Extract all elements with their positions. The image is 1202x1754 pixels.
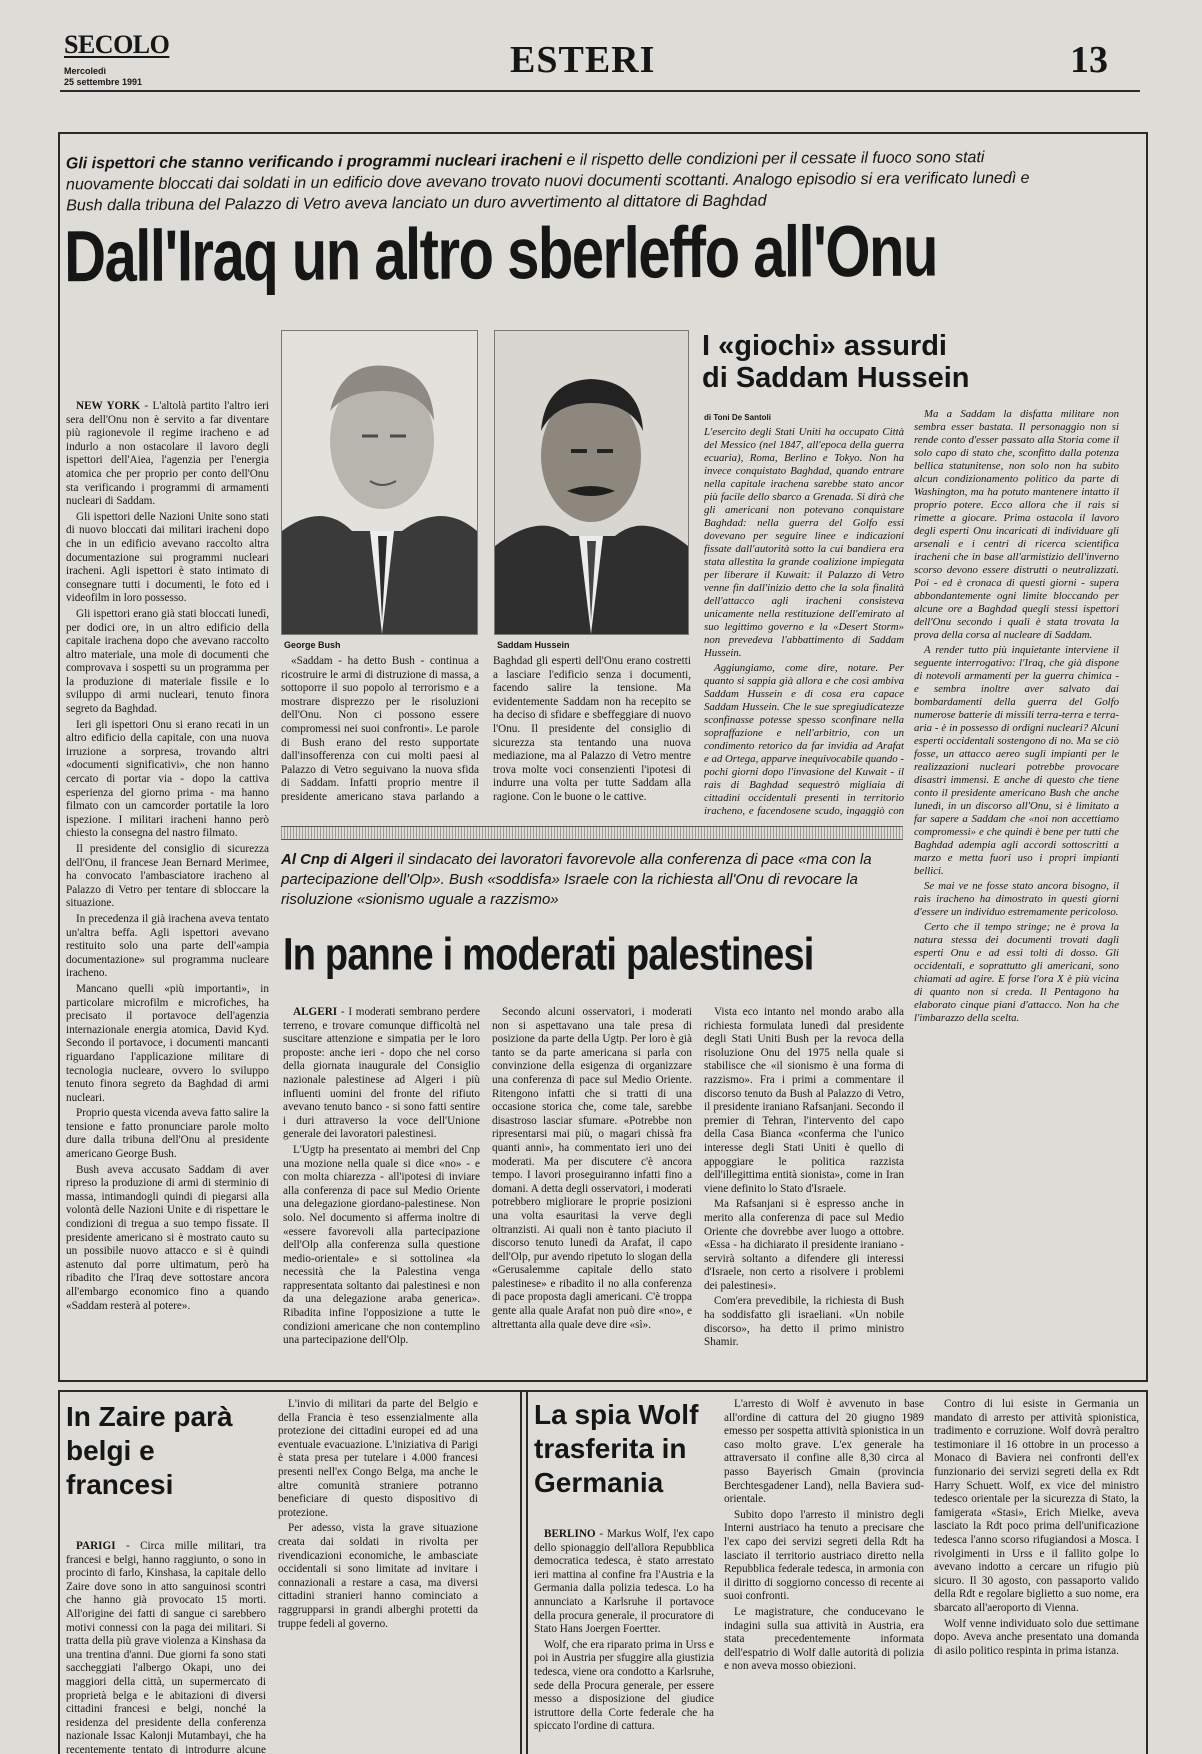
main-paragraph: Bush aveva accusato Saddam di aver ripreso la produzione di armi di sterminio di massa, intimandogli quindi di piegarsi alla volontà delle Nazioni Unite e di rispettare le condizioni di tregua a suo tempo fissate. Il presidente americano si è mostrato cauto su un possibile nuovo attacco e si è quindi astenuto dal porre ultimatum, però ha ribadito che l'Iraq deve sottostare ancora all'embargo economico fino a quando «Saddam resterà al potere».	[66, 1163, 269, 1312]
wolf-paragraph: Le magistrature, che conducevano le indagini sulla sua attività in Austria, era stata precedentemente informata dell'espatrio di Wolf dalle autorità di polizia e non aveva mosso obiezioni.	[724, 1605, 924, 1673]
main-paragraph: Mancano quelli «più importanti», in particolare microfilm e microfiches, ha precisato il portavoce dell'agenzia internazionale energia atomica, David Kyd. Secondo il portavoce, i documenti mancanti riguardano l'applicazione militare di tecnologia nucleare, ovvero lo sviluppo tenuto finora segreto da Baghdad di armi nucleari.	[66, 982, 269, 1104]
palestinians-kicker-text: il sindacato dei lavoratori favorevole alla conferenza di pace «ma con la partecipazione dell'Olp». Bush «soddisfa» Israele con la richiesta all'Onu di revocare la risoluzione «sionismo uguale a razzismo»	[281, 851, 872, 908]
main-paragraph: «Saddam - ha detto Bush - continua a ricostruire le armi di distruzione di massa, a sottoporre il suo popolo al terrorismo e a mostrare disprezzo per le risoluzioni dell'Onu. Non ci possono essere compromessi nei suoi confronti». Le parole di Bush erano del resto supportate dall'insofferenza con cui molti paesi al Palazzo di Vetro seguivano la nuova sfida di Saddam. Infatti proprio mentre il presidente americano stava parlando a Baghdad gli esperti dell'Onu erano costretti a lasciare l'edificio senza i documenti, facendo salire la tensione. Ma evidentemente Saddam non ha recepito se ha deciso di sfidare e sbeffeggiare di nuovo l'Onu. Il presidente del consiglio di sicurezza sta tentando una nuova mediazione, ma al Palazzo di Vetro mentre trova molte voci consenzienti l'ipotesi di indurre una volta per tutte Saddam alla ragione. Con le buone o le cattive.	[281, 655, 691, 803]
masthead-paper-name: SECOLO	[64, 30, 170, 59]
main-paragraph: Gli ispettori delle Nazioni Unite sono stati di nuovo bloccati dai militari iracheni dopo che in un edificio avevano raccolto altra documentazione sui programmi nucleari iracheni. Agli ispettori è stato intimato di consegnare tutti i documenti, le foto ed i videofilm in loro possesso.	[66, 510, 269, 605]
zaire-dateline: PARIGI	[76, 1540, 116, 1552]
wolf-headline: La spia Wolf trasferita in Germania	[534, 1399, 699, 1498]
main-dateline: NEW YORK	[76, 400, 141, 412]
photo-george-bush	[281, 330, 478, 635]
zaire-headline: In Zaire parà belgi e francesi	[66, 1401, 233, 1500]
photo-saddam-hussein	[494, 330, 689, 635]
zaire-paragraph: Per adesso, vista la grave situazione creata dai soldati in rivolta per rivendicazioni economiche, le ambasciate occidentali si sono limitate ad invitare i connazionali a restare a casa, ma diversi cittadini stranieri hanno cominciato a raggrupparsi in grandi alberghi protetti da truppe fedeli al governo.	[278, 1522, 478, 1630]
main-story-col-2	[281, 655, 691, 817]
palestinians-paragraph: ALGERI - I moderati sembrano perdere terreno, e trovare comunque difficoltà nel suscitare attenzione e simpatia per le loro proposte: anche ieri - dopo che nel corso della giornata inaugurale del Consiglio nazionale palestinese ad Algeri i più influenti uomini del fronte del rifiuto avevano tenuto banco - si sono fatti sentire i duri attraverso la voce dell'Unione generale dei lavoratori palestinesi.	[283, 1006, 480, 1141]
palestinians-paragraph: L'Ugtp ha presentato ai membri del Cnp una mozione nella quale si dice «no» - e con molta chiarezza - all'ipotesi di inviare alla conferenza di pace sul Medio Oriente una delegazione giordano-palestinese. Non solo. Nel documento si afferma inoltre di «essere favorevoli alla partecipazione dell'Olp alla conferenza sulla questione medio-orientale» e si sottolinea «la necessità che la Palestina venga rappresentata soltanto dai palestinesi e non da una delegazione araba generica». Ribadita infine l'opposizione a tutte le condizioni americane che non contemplino una partecipazione dell'Olp.	[283, 1143, 480, 1347]
palestinians-headline: In panne i moderati palestinesi	[283, 930, 814, 981]
main-paragraph: Proprio questa vicenda aveva fatto salire la tensione e fatto pronunciare parole molto dure dalla tribuna dell'Onu al presidente americano George Bush.	[66, 1107, 269, 1161]
wolf-paragraph: Contro di lui esiste in Germania un mandato di arresto per attività spionistica, tradimento e corruzione. Wolf dovrà peraltro testimoniare il 16 ottobre in un processo a Monaco di Baviera nei confronti dell'ex funzionario dei servizi segreti della ex Rdt Harry Schuett. Wolf, ex vice del ministro tedesco orientale per la sicurezza di Stato, la famigerata «Stasi», Erich Mielke, aveva lasciato la Rdt poco prima dell'unificazione tedesca l'anno scorso rifugiandosi a Mosca. I rivolgimenti in Urss e il fallito golpe lo avevano indotto a cercare un rifugio più sicuro. Il 30 agosto, con passaporto valido della Rdt e regolare biglietto a suo nome, era sbarcato all'aeroporto di Vienna.	[934, 1398, 1139, 1614]
commentary-headline-line-2: di Saddam Hussein	[702, 362, 970, 394]
commentary-headline	[702, 330, 1012, 394]
commentary-paragraph: A render tutto più inquietante interviene il seguente interrogativo: l'Iraq, che già dispone di notevoli armamenti per la guerra chimica - e sembra inoltre aver salvato dai bombardamenti della guerra del Golfo numerose batterie di missili terra-terra e terra-aria - è in possesso di ordigni nucleari? Alcuni esperti occidentali sostengono di no. Ma se ciò fosse, un attacco aereo sugli impianti per le realizzazioni nucleari potrebbe provocare disastri immensi. E anche di questo che tiene conto il presidente americano Bush che anche lunedì, in un discorso all'Onu, si è limitato a far sapere a Saddam che «noi non accettiamo compromessi» e che quindi è bene per tutti che Baghdad adempia agli accordi sottoscritti a marzo e metta fuori uso i propri impianti bellici.	[914, 644, 1119, 877]
main-paragraph: In precedenza il già irachena aveva tentato un'altra beffa. Agli ispettori avevano restituito solo una parte dell'«ampia documentazione» sul programma nucleare iracheno.	[66, 912, 269, 980]
section-separator-band	[281, 826, 903, 840]
commentary-paragraph: L'esercito degli Stati Uniti ha occupato Città del Messico (nel 1847, all'epoca della guerra ecuaria), Roma, Berlino e Tokyo. Non ha invece conquistato Baghdad, quando entrare nella capitale irachena sarebbe stato ancor più facile dello sbarco a Grenada. Si dirà che gli americani non potevano conquistare Baghdad: nella guerra del Golfo essi dovevano per seguire linee e indicazioni fissate dall'autorità sotto la cui bandiera era stata allestita la grande coalizione impiegata per liberare il Kuwait: il Palazzo di Vetro venne fin dall'inizio detto che la sola finalità dell'attacco agli iracheni consisteva unicamente nella restituzione dell'emirato al suo legittimo governo e la «Desert Storm» non prevedeva l'abbattimento di Saddam Hussein.	[704, 426, 904, 659]
main-paragraph: NEW YORK - L'altolà partito l'altro ieri sera dell'Onu non è servito a far diventare più ragionevole il regime iracheno e ad indurlo a non ostacolare il lavoro degli ispettori dell'Aiea, l'agenzia per l'energia atomica che per proprio per conto dell'Onu sta verificando i programmi di armamenti nucleari di Saddam.	[66, 400, 269, 508]
palestinians-paragraph: Secondo alcuni osservatori, i moderati non si aspettavano una tale presa di posizione da parte della Ugtp. Per loro è già tanto se da parte americana si parla con convinzione della esigenza di organizzare una conferenza di pace sul Medio Oriente. Ritengono infatti che si tratti di una occasione storica che, come tale, sarebbe disastroso lasciar sfumare. «Potrebbe non ripresentarsi mai più, o magari chissà fra quanti anni», ha commentato ieri uno dei moderati. Ma per discutere c'è ancora tempo. I lavori proseguiranno infatti fino a domani. A detta degli osservatori, i moderati potrebbero migliorare le proprie posizioni una volta esauritasi la verve degli oltranzisti. Ai quali non è tanto piaciuto il discorso tenuto lunedì da Arafat, il capo dell'Olp, pur avendo ripetuto lo slogan della «Gerusalemme capitale dello stato palestinese» e ribadito il no alla conferenza di pace proposta dagli americani. C'è troppa gente alla quale Arafat non può dire «no», e altrettanta alla quale deve dire «sì».	[492, 1006, 692, 1331]
masthead-day: Mercoledì	[64, 66, 107, 76]
main-kicker	[66, 147, 1066, 217]
wolf-paragraph: L'arresto di Wolf è avvenuto in base all'ordine di cattura del 20 giugno 1989 emesso per sospetta attività spionistica in un caso molto grave. L'ex generale ha attraversato il confine alle 8,30 circa al passo Bayerisch Gmain (provincia Berchtesgadener Land), nella Baviera sud-orientale.	[724, 1398, 924, 1506]
main-story-col-1	[66, 400, 269, 1375]
palestinians-kicker	[281, 850, 901, 910]
palestinians-dateline: ALGERI	[293, 1006, 338, 1018]
commentary-paragraph: Aggiungiamo, come dire, notare. Per quanto si sappia già allora e che così ambiva Saddam Hussein e di cosa era capace Saddam Hussein. Che le sue spregiudicatezze sconfinasse potesse spesso sconfinare nella sopraffazione e nell'arbitrio, con un condimento retorico da far invidia ad Arafat e ad Ortega, apparve inequivocabile quando - pochi giorni dopo l'invasione del Kuwait - il raìs di Baghdad sequestrò migliaia di cittadini occidentali presenti in territorio iracheno, e facendosene scudo, ingaggiò con	[704, 662, 904, 816]
commentary-byline: di Toni De Santoli	[704, 413, 771, 422]
palestinians-paragraph: Com'era prevedibile, la richiesta di Bush ha soddisfatto gli israeliani. «Un nobile discorso», ha detto il primo ministro Shamir.	[704, 1295, 904, 1349]
wolf-col-1	[534, 1528, 714, 1754]
main-kicker-text: e il rispetto delle condizioni per il cessate il fuoco sono stati nuovamente bloccati dai soldati in un edificio dove avevano trovato nuovi documenti scottanti. Analogo episodio si era verificato lunedì e Bush dalla tribuna del Palazzo di Vetro aveva lanciato un duro avvertimento al dittatore di Baghdad	[65, 149, 1030, 215]
palestinians-col-3	[704, 1006, 904, 1376]
main-paragraph: Il presidente del consiglio di sicurezza dell'Onu, il francese Jean Bernard Merimee, ha convocato l'ambasciatore iracheno al Palazzo di Vetro per tentare di sbloccare la situazione.	[66, 843, 269, 910]
palestinians-kicker-bold: Al Cnp di Algeri	[281, 851, 393, 868]
wolf-paragraph: Subito dopo l'arresto il ministro degli Interni austriaco ha tenuto a precisare che l'ex capo dei servizi segreti della Rdt ha lasciato il territorio austriaco diretto nella Repubblica federale tedesca, in armonia con il diritto di soggiorno concesso di recente ai suoi confronti.	[724, 1508, 924, 1603]
commentary-paragraph: Se mai ve ne fosse stato ancora bisogno, il raìs iracheno ha dimostrato in questi giorni d'essere un individuo estremamente pericoloso.	[914, 880, 1119, 918]
wolf-col-2	[724, 1398, 924, 1754]
portrait-george-bush-image	[282, 331, 477, 634]
wolf-paragraph: Wolf venne individuato solo due settimane dopo. Aveva anche presentato una domanda di asilo politico respinta in prima istanza.	[934, 1617, 1139, 1657]
header-rule	[60, 90, 1140, 92]
main-headline: Dall'Iraq un altro sberleffo all'Onu	[64, 210, 938, 298]
wolf-col-3	[934, 1398, 1139, 1754]
commentary-col-2	[914, 408, 1119, 1368]
palestinians-paragraph: Vista eco intanto nel mondo arabo alla richiesta formulata lunedì dal presidente degli Stati Uniti Bush per la revoca della risoluzione Onu del 1975 nella quale si stabilisce che «il sionismo è una forma di razzismo». Fra i primi a commentare il discorso tenuto da Bush al Palazzo di Vetro, il presidente iraniano Rafsanjani. Secondo il premier di Tehran, l'intervento del capo della Casa Bianca «conferma che l'unico interesse degli Stati Uniti è quello di appoggiare le politica razzista dell'illegittima entità sionista», come in Iran viene definito lo Stato d'Israele.	[704, 1006, 904, 1195]
commentary-col-1	[704, 426, 904, 816]
wolf-paragraph: BERLINO - Markus Wolf, l'ex capo dello spionaggio dell'allora Repubblica democratica tedesca, è stato arrestato ieri mattina al confine fra l'Austria e la Germania dalla polizia tedesca. Lo ha annunciato a Karlsruhe il portavoce della procura generale, il procuratore di Stato Hans Joergen Foertter.	[534, 1528, 714, 1636]
wolf-paragraph: Wolf, che era riparato prima in Urss e poi in Austria per sfuggire alla giustizia tedesca, viene ora condotto a Karlsruhe, sede della Procura generale, per essere messo a disposizione del giudice istruttore della Corte federale che ha spiccato l'ordine di cattura.	[534, 1638, 714, 1733]
zaire-col-1	[66, 1540, 266, 1754]
section-title: ESTERI	[510, 39, 656, 81]
main-paragraph: Ieri gli ispettori Onu si erano recati in un altro edificio della capitale, con una nuova irruzione a sorpresa, trovando altri «documenti significativi», che non hanno cercato di portar via - dopo la cattiva esperienza del giorno prima - ma hanno filmato con un camcorder portatile la loro ispezione. I militari iracheni hanno però chiesto la consegna del nastro filmato.	[66, 718, 269, 840]
wolf-dateline: BERLINO	[544, 1528, 596, 1540]
photo-caption-bush: George Bush	[284, 640, 341, 650]
commentary-paragraph: Ma a Saddam la disfatta militare non sembra esser bastata. Il personaggio non si rende conto d'esser passato alla Storia come il solo capo di stato che, sconfitto dalla potenza bellica statunitense, non solo non ha subìto alcun condizionamento politico da parte di Washington, ma ha potuto mantenere intatto il proprio potere. Ecco allora che il raìs si rimette a giocare. Prima ostacola il lavoro degli esperti Onu incaricati di individuare gli arsenali e i centri di ricerca scientifica iracheni che in base all'armistizio dell'inverno scorso devono essere distrutti o neutralizzati. Poi - ed è cronaca di questi giorni - supera abbondantemente ogni limite bloccando per alcune ore a Baghdad quegli stessi ispettori dell'Onu secondo i quali è stata trovata la prova della corsa al nucleare di Saddam.	[914, 408, 1119, 641]
commentary-paragraph: Certo che il tempo stringe; ne è prova la natura stessa dei documenti trovati dagli esperti Onu e ad essi tolti di dosso. Gli occidentali, e soprattutto gli americani, sono chiamati ad agire. E forse l'ora X è più vicina di quanto non si creda. Il Pentagono ha elaborato cinque piani d'attacco. Non ha che l'imbarazzo della scelta.	[914, 921, 1119, 1024]
zaire-paragraph: L'invio di militari da parte del Belgio e della Francia è teso essenzialmente alla protezione dei cittadini europei ed ad una eventuale evacuazione. L'iniziativa di Parigi è stata presa per tutelare i 4.000 francesi presenti nell'ex Congo Belga, ma anche le altre comunità straniere potranno beneficiare di questo dispositivo di protezione.	[278, 1398, 478, 1519]
masthead-date: 25 settembre 1991	[64, 77, 143, 87]
zaire-paragraph: PARIGI - Circa mille militari, tra francesi e belgi, hanno raggiunto, o sono in procinto di farlo, Kinshasa, la capitale dello Zaire dove sono in atto sanguinosi scontri che hanno già provocato 15 morti. All'origine dei fatti di sangue ci sarebbero motivi connessi con la paga dei militari. Si tratta della più grave violenza a Kinshasa da una trentina d'anni. Due giorni fa sono stati saccheggiati l'albergo Okapi, uno dei maggiori della città, un supermercato di proprietà belga e le abitazioni di diversi cittadini francesi e belgi, nonché la residenza del presidente della conferenza nazionale Issac Kalonji Mutambayi, che ha recentemente tentato di introdurre alcune	[66, 1540, 266, 1754]
palestinians-col-1	[283, 1006, 480, 1376]
commentary-headline-line-1: I «giochi» assurdi	[702, 330, 947, 362]
main-kicker-bold: Gli ispettori che stanno verificando i programmi nucleari iracheni	[65, 152, 563, 173]
portrait-saddam-hussein-image	[495, 331, 688, 634]
zaire-col-2	[278, 1398, 478, 1754]
page-number: 13	[1070, 39, 1108, 81]
palestinians-paragraph: Ma Rafsanjani si è espresso anche in merito alla conferenza di pace sul Medio Oriente che dovrebbe aver luogo a ottobre. «Essa - ha dichiarato il presidente iraniano - servirà soltanto a difendere gli interessi d'Israele, non certo a risolvere i problemi dei palestinesi».	[704, 1198, 904, 1292]
photo-caption-saddam: Saddam Hussein	[497, 640, 570, 650]
main-paragraph: Gli ispettori erano già stati bloccati lunedì, per dodici ore, in un altro edificio della capitale irachena dopo che avevano raccolto altro materiale, una mole di documenti che comprovava i sospetti su un programma per la produzione di materiale fissile e lo sviluppo di armi nucleari, tenuto finora segreto da Baghdad.	[66, 607, 269, 716]
palestinians-col-2	[492, 1006, 692, 1376]
